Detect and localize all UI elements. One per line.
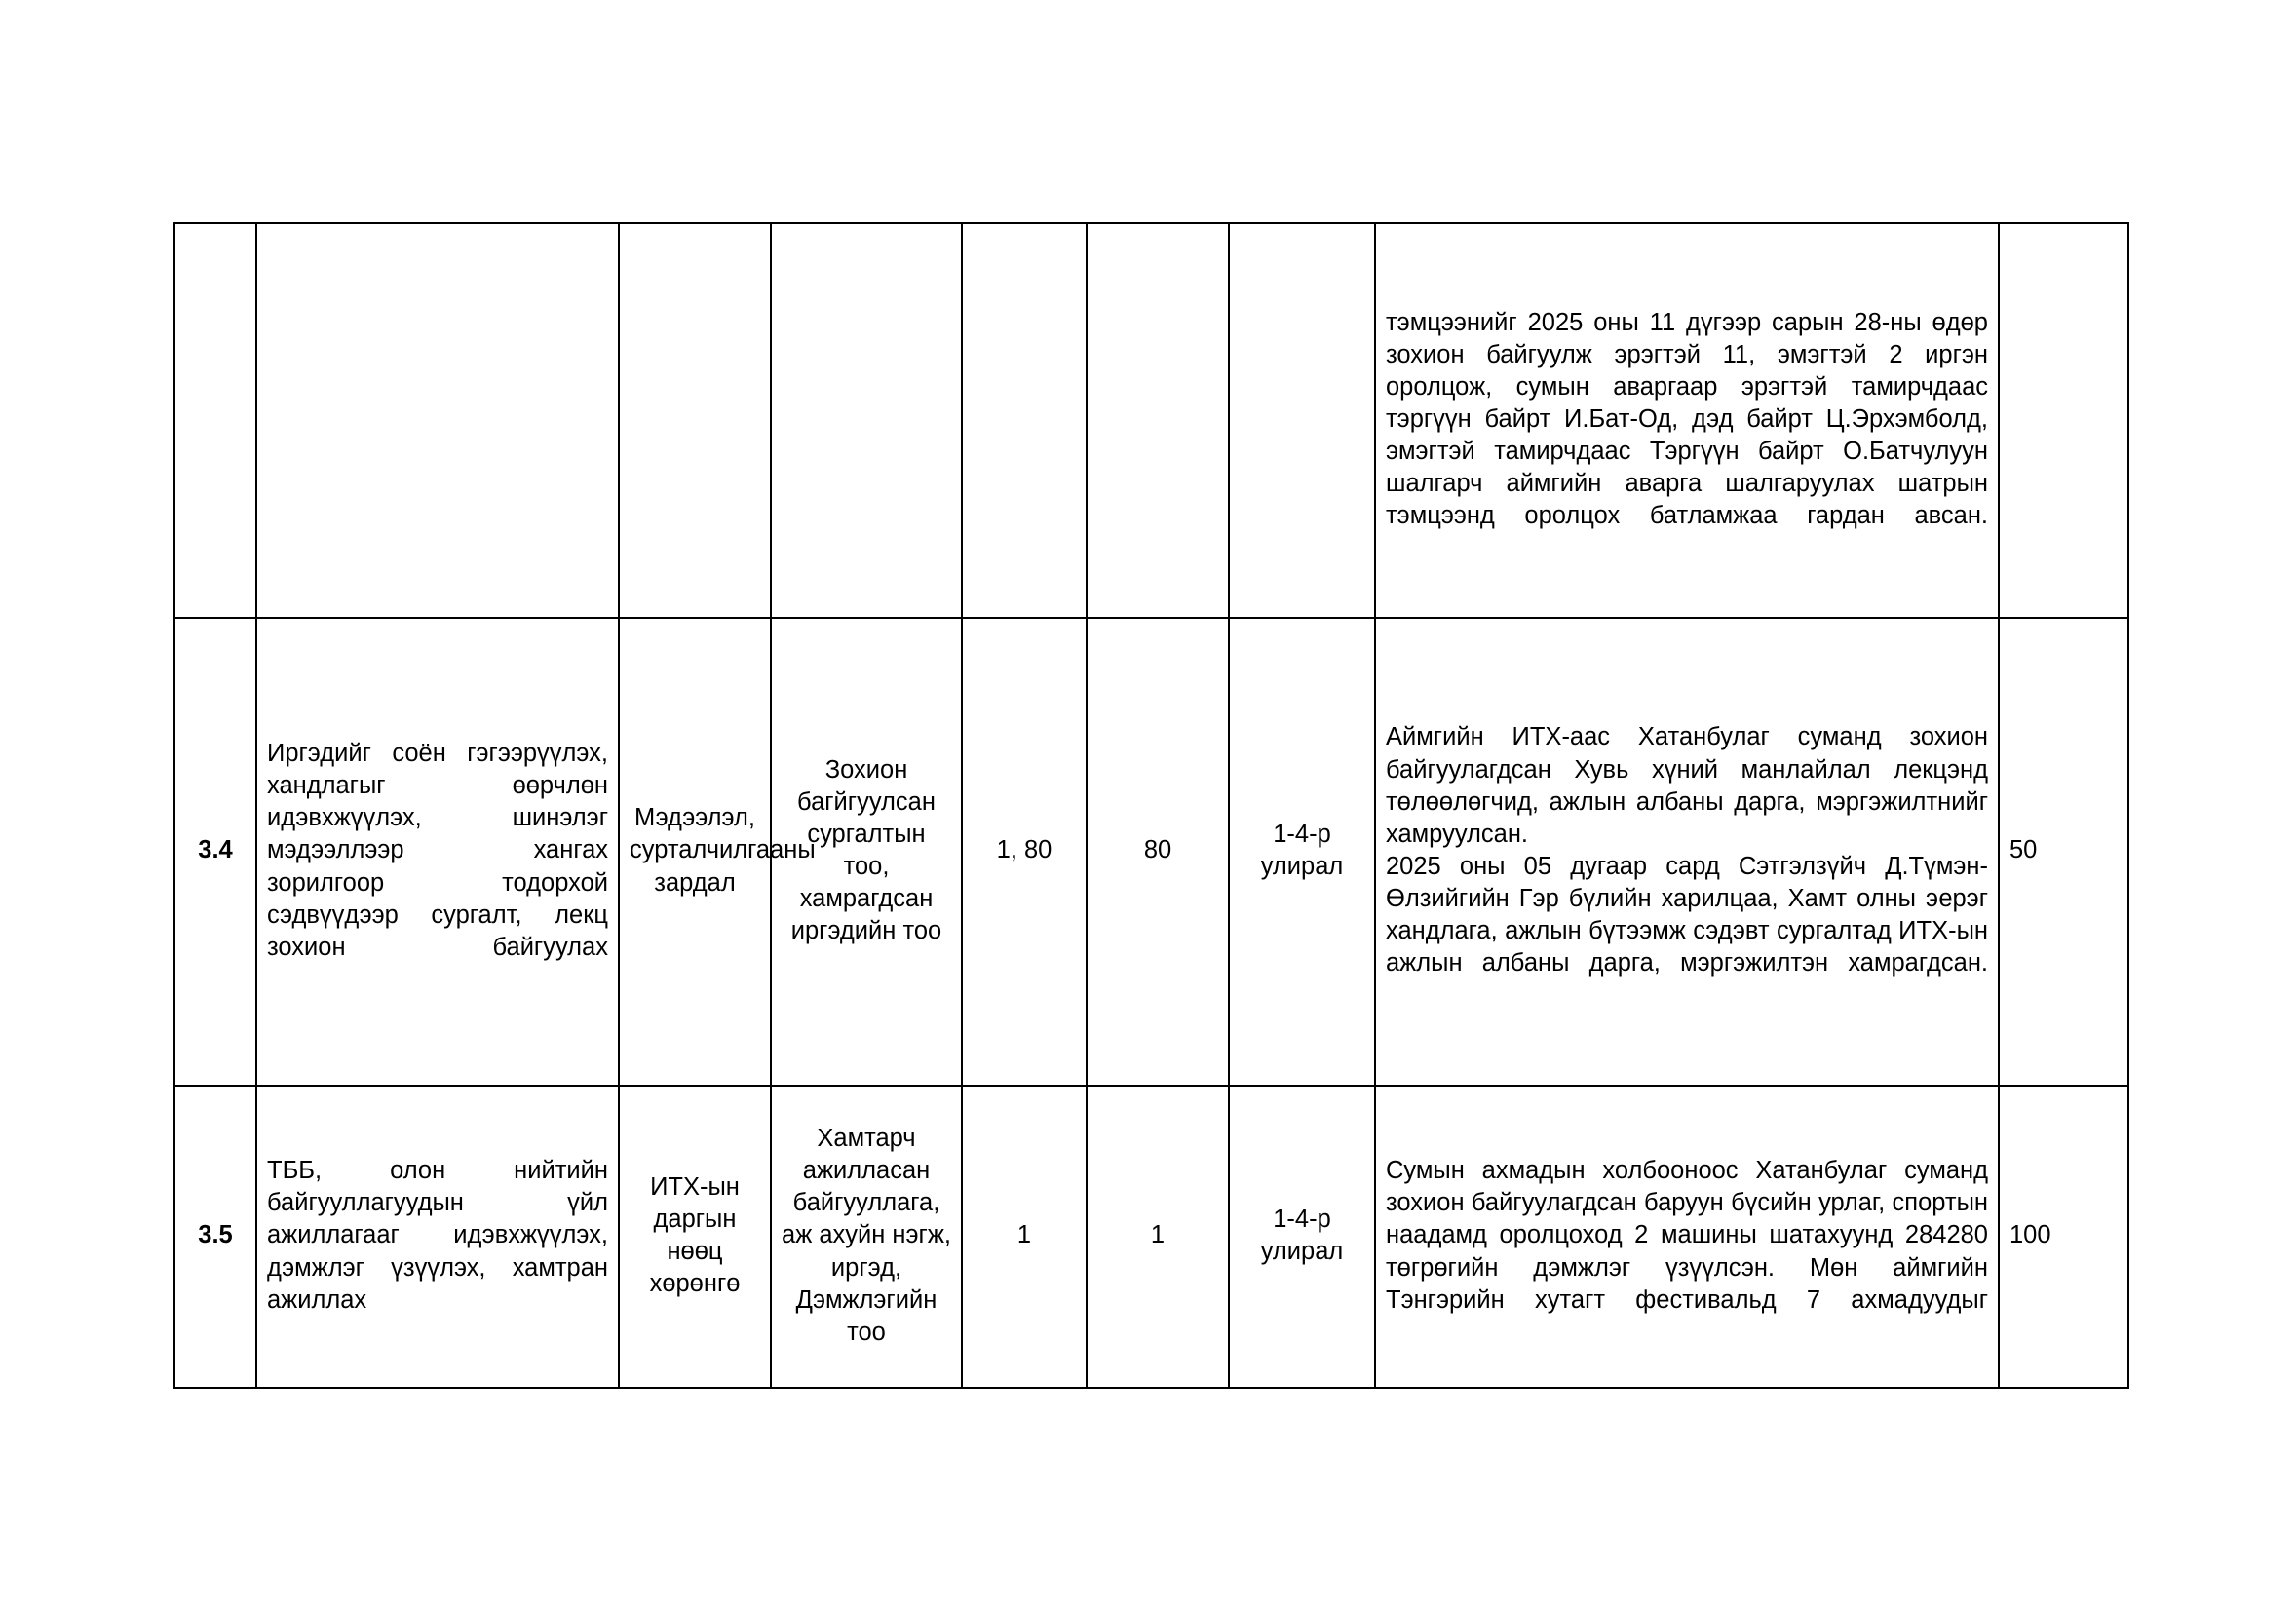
progress-paragraph: 2025 оны 05 дугаар сард Сэтгэлзүйч Д.Түмэн-Өлзийгийн Гэр бүлийн харилцаа, Хамт олны эерэг хандлага, ажлын бүтээмж сэдэвт сургалтад ИТХ-ын ажлын албаны дарга, мэргэжилтэн хамрагдсан. (1386, 853, 1988, 978)
row-indicator: Зохион багйгуулсан сургалтын тоо, хамрагдсан иргэдийн тоо (771, 618, 962, 1086)
row-funding: Мэдээлэл, сурталчилгааны зардал (619, 618, 771, 1086)
table-container (173, 222, 2127, 1389)
row-result (1087, 223, 1229, 618)
row-activity (256, 223, 619, 618)
row-number: 3.4 (174, 618, 256, 1086)
row-percent: 50 (1999, 618, 2128, 1086)
row-result: 80 (1087, 618, 1229, 1086)
row-indicator (771, 223, 962, 618)
row-percent (1999, 223, 2128, 618)
row-percent: 100 (1999, 1086, 2128, 1388)
row-target (962, 223, 1087, 618)
progress-paragraph: Аймгийн ИТХ-аас Хатанбулаг суманд зохион байгуулагдсан Хувь хүний манлайлал лекцэнд төлөөлөгчид, ажлын албаны дарга, мэргэжилтнийг хамруулсан. (1386, 723, 1988, 848)
row-period: 1-4-р улирал (1229, 1086, 1375, 1388)
row-result: 1 (1087, 1086, 1229, 1388)
row-funding (619, 223, 771, 618)
table-row (174, 618, 2128, 1086)
table-row (174, 1086, 2128, 1388)
activity-report-table (173, 222, 2129, 1389)
row-activity: Иргэдийг соён гэгээрүүлэх, хандлагыг өөрчлөн идэвхжүүлэх, шинэлэг мэдээллээр хангах зорилгоор тодорхой сэдвүүдээр сургалт, лекц зохион байгуулах (256, 618, 619, 1086)
row-target: 1, 80 (962, 618, 1087, 1086)
row-progress (1375, 618, 1999, 1086)
row-period: 1-4-р улирал (1229, 618, 1375, 1086)
row-number (174, 223, 256, 618)
row-period (1229, 223, 1375, 618)
row-activity: ТББ, олон нийтийн байгууллагуудын үйл ажиллагааг идэвхжүүлэх, дэмжлэг үзүүлэх, хамтран ажиллах (256, 1086, 619, 1388)
table-row (174, 223, 2128, 618)
row-progress: Сумын ахмадын холбооноос Хатанбулаг суманд зохион байгуулагдсан баруун бүсийн урлаг, спортын наадамд оролцоход 2 машины шатахуунд 284280 төгрөгийн дэмжлэг үзүүлсэн. Мөн аймгийн Тэнгэрийн хутагт фестивальд 7 ахмадуудыг (1375, 1086, 1999, 1388)
row-indicator: Хамтарч ажилласан байгууллага, аж ахуйн нэгж, иргэд, Дэмжлэгийн тоо (771, 1086, 962, 1388)
row-funding: ИТХ-ын даргын нөөц хөрөнгө (619, 1086, 771, 1388)
row-target: 1 (962, 1086, 1087, 1388)
row-progress: тэмцээнийг 2025 оны 11 дүгээр сарын 28-ны өдөр зохион байгуулж эрэгтэй 11, эмэгтэй 2 иргэн оролцож, сумын аваргаар эрэгтэй тамирчдаас тэргүүн байрт И.Бат-Од, дэд байрт Ц.Эрхэмболд, эмэгтэй тамирчдаас Тэргүүн байрт О.Батчулуун шалгарч аймгийн аварга шалгаруулах шатрын тэмцээнд оролцох батламжаа гардан авсан. (1375, 223, 1999, 618)
row-number: 3.5 (174, 1086, 256, 1388)
